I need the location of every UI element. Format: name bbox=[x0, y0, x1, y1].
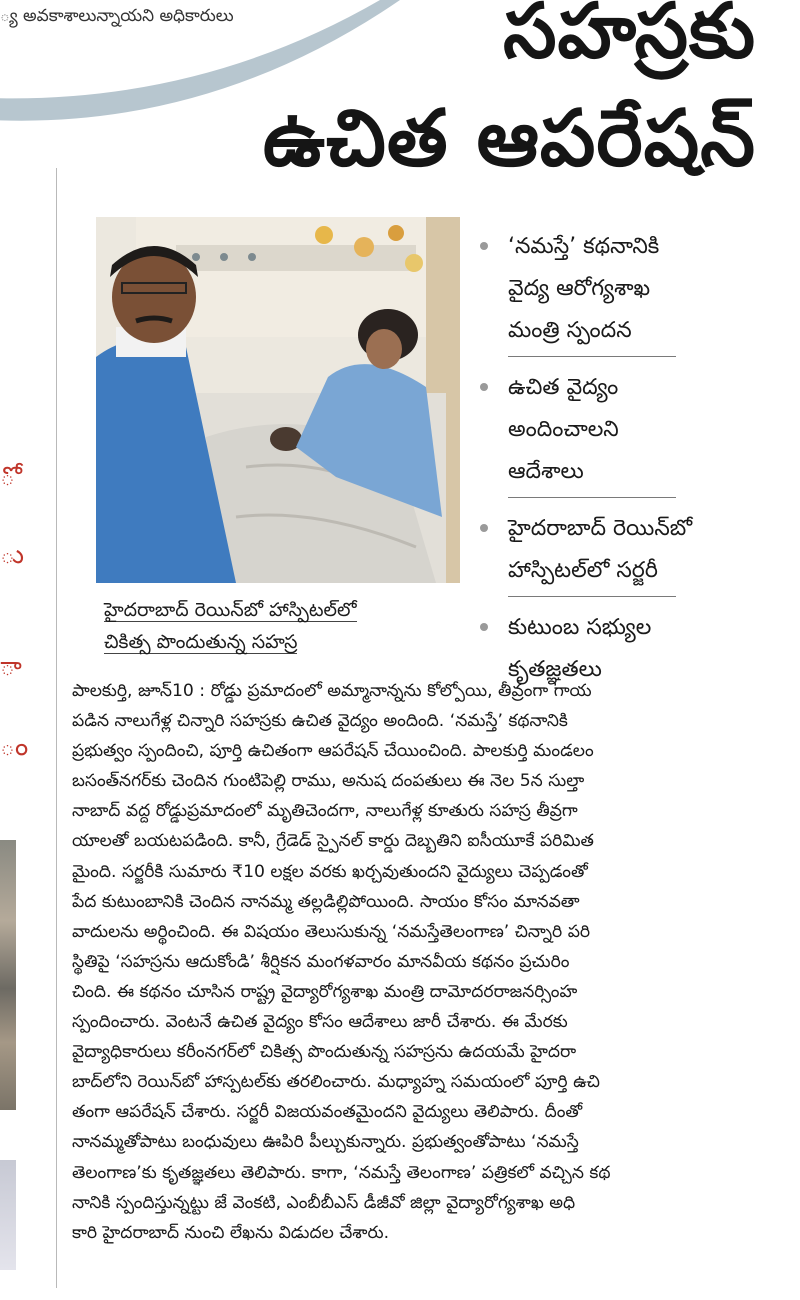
headline-line-2: ఉచిత ఆపరేషన్ bbox=[262, 94, 756, 184]
highlight-line: హైదరాబాద్ రెయిన్‌బో bbox=[508, 516, 693, 541]
adjacent-photo-fragment bbox=[0, 1160, 16, 1270]
bullet-dot-icon bbox=[480, 242, 488, 250]
body-line: వాదులను అర్థించింది. ఈ విషయం తెలుసుకున్న ‘నమస్తేతెలంగాణ’ చిన్నారి పరి bbox=[72, 921, 591, 942]
body-line: నానికి స్పందిస్తున్నట్టు జే వెంకటి, ఎంబీబీఎస్ డీజీవో జిల్లా వైద్యారోగ్యశాఖ అధి bbox=[72, 1192, 576, 1213]
highlight-line: కుటుంబ సభ్యుల bbox=[508, 615, 652, 640]
highlight-line: కృతజ్ఞతలు bbox=[508, 657, 602, 682]
bullet-dot-icon bbox=[480, 524, 488, 532]
strip-char: ు bbox=[0, 540, 25, 570]
bullet-dot-icon bbox=[480, 623, 488, 631]
body-line: పడిన నాలుగేళ్ల చిన్నారి సహస్రకు ఉచిత వైద్యం అందింది. ‘నమస్తే’ కథనానికి bbox=[72, 711, 568, 732]
highlight-rule bbox=[508, 356, 676, 357]
body-line: మైంది. సర్జరీకి సుమారు ₹10 లక్షల వరకు ఖర్చవుతుందని వైద్యులు చెప్పడంతో bbox=[72, 861, 588, 882]
highlight-item bbox=[478, 508, 778, 597]
body-line: పాలకుర్తి, జూన్10 : రోడ్డు ప్రమాదంలో అమ్మానాన్నను కోల్పోయి, తీవ్రంగా గాయ bbox=[72, 681, 592, 701]
hospital-photo-icon bbox=[96, 217, 460, 583]
body-line: నాబాద్ వద్ద రోడ్డుప్రమాదంలో మృతిచెందగా, నాలుగేళ్ల కూతురు సహస్ర తీవ్రగా bbox=[72, 801, 578, 822]
highlights-list bbox=[478, 226, 778, 701]
headline-line-1: సహస్రకు bbox=[503, 0, 756, 75]
body-line: స్పందించారు. వెంటనే ఉచిత వైద్యం కోసం ఆదేశాలు జారీ చేశారు. ఈ మేరకు bbox=[72, 1012, 568, 1033]
article-body bbox=[72, 676, 778, 1248]
highlight-rule bbox=[508, 497, 676, 498]
strip-char: ం bbox=[0, 732, 29, 762]
highlight-item bbox=[478, 367, 778, 498]
body-line: బసంత్‌నగర్‌కు చెందిన గుంటిపెల్లి రాము, అనుష దంపతులు ఈ నెల 5న సుల్తా bbox=[72, 771, 585, 792]
body-line: తంగా ఆపరేషన్ చేశారు. సర్జరీ విజయవంతమైందని వైద్యులు తెలిపారు. దీంతో bbox=[72, 1102, 583, 1123]
hospital-photo bbox=[96, 217, 460, 583]
highlight-rule bbox=[508, 596, 676, 597]
highlight-line: ఆదేశాలు bbox=[508, 459, 584, 484]
caption-line bbox=[104, 626, 464, 658]
highlight-line: ఉచిత వైద్యం bbox=[508, 375, 619, 400]
adjacent-photo-fragment bbox=[0, 840, 16, 1110]
caption-line bbox=[104, 594, 464, 626]
highlight-line: అందించాలని bbox=[508, 417, 619, 442]
body-line: ప్రభుత్వం స్పందించి, పూర్తి ఉచితంగా ఆపరేషన్ చేయించింది. పాలకుర్తి మండలం bbox=[72, 741, 594, 762]
caption-text: హైదరాబాద్ రెయిన్‌బో హాస్పిటల్‌లో bbox=[104, 599, 357, 621]
body-line: యాలతో బయటపడింది. కానీ, గ్రేడెడ్ స్పైనల్ కార్డు దెబ్బతిని ఐసీయూకే పరిమిత bbox=[72, 831, 594, 852]
bullet-dot-icon bbox=[480, 383, 488, 391]
highlight-line: వైద్య ఆరోగ్యశాఖ bbox=[508, 276, 651, 301]
body-line: బాద్‌లోని రెయిన్‌బో హాస్పటల్‌కు తరలించారు. మధ్యాహ్న సమయంలో పూర్తి ఉచి bbox=[72, 1072, 600, 1093]
highlight-line: ‘నమస్తే’ కథనానికి bbox=[508, 234, 660, 259]
photo-caption bbox=[104, 594, 464, 658]
strip-char: ా bbox=[0, 652, 22, 682]
highlight-item bbox=[478, 226, 778, 357]
body-line: నానమ్మతోపాటు బంధువులు ఊపిరి పీల్చుకున్నారు. ప్రభుత్వంతోపాటు ‘నమస్తే bbox=[72, 1132, 579, 1153]
highlight-line: హాస్పిటల్‌లో సర్జరీ bbox=[508, 558, 658, 583]
adjacent-article-fragment: ్య అవకాశాలున్నాయని అధికారులు bbox=[0, 6, 234, 26]
body-line: పేద కుటుంబానికి చెందిన నానమ్మ తల్లడిల్లిపోయింది. సాయం కోసం మానవతా bbox=[72, 891, 580, 912]
body-line: చింది. ఈ కథనం చూసిన రాష్ట్ర వైద్యారోగ్యశాఖ మంత్రి దామోదరరాజనర్సింహ bbox=[72, 981, 578, 1002]
body-line: స్థితిపై ‘సహస్రను ఆదుకోండి’ శీర్షికన మంగళవారం మానవీయ కథనం ప్రచురిం bbox=[72, 951, 570, 972]
body-line: తెలంగాణ’కు కృతజ్ఞతలు తెలిపారు. కాగా, ‘నమస్తే తెలంగాణ’ పత్రికలో వచ్చిన కథ bbox=[72, 1162, 611, 1183]
strip-char: ో bbox=[0, 462, 16, 492]
column-divider bbox=[56, 168, 57, 1288]
body-line: కారి హైదరాబాద్ నుంచి లేఖను విడుదల చేశారు. bbox=[72, 1222, 390, 1243]
caption-text: చికిత్స పొందుతున్న సహస్ర bbox=[104, 631, 298, 653]
highlight-line: మంత్రి స్పందన bbox=[508, 318, 632, 343]
body-line: వైద్యాధికారులు కరీంనగర్‌లో చికిత్స పొందుతున్న సహస్రను ఉదయమే హైదరా bbox=[72, 1042, 577, 1063]
